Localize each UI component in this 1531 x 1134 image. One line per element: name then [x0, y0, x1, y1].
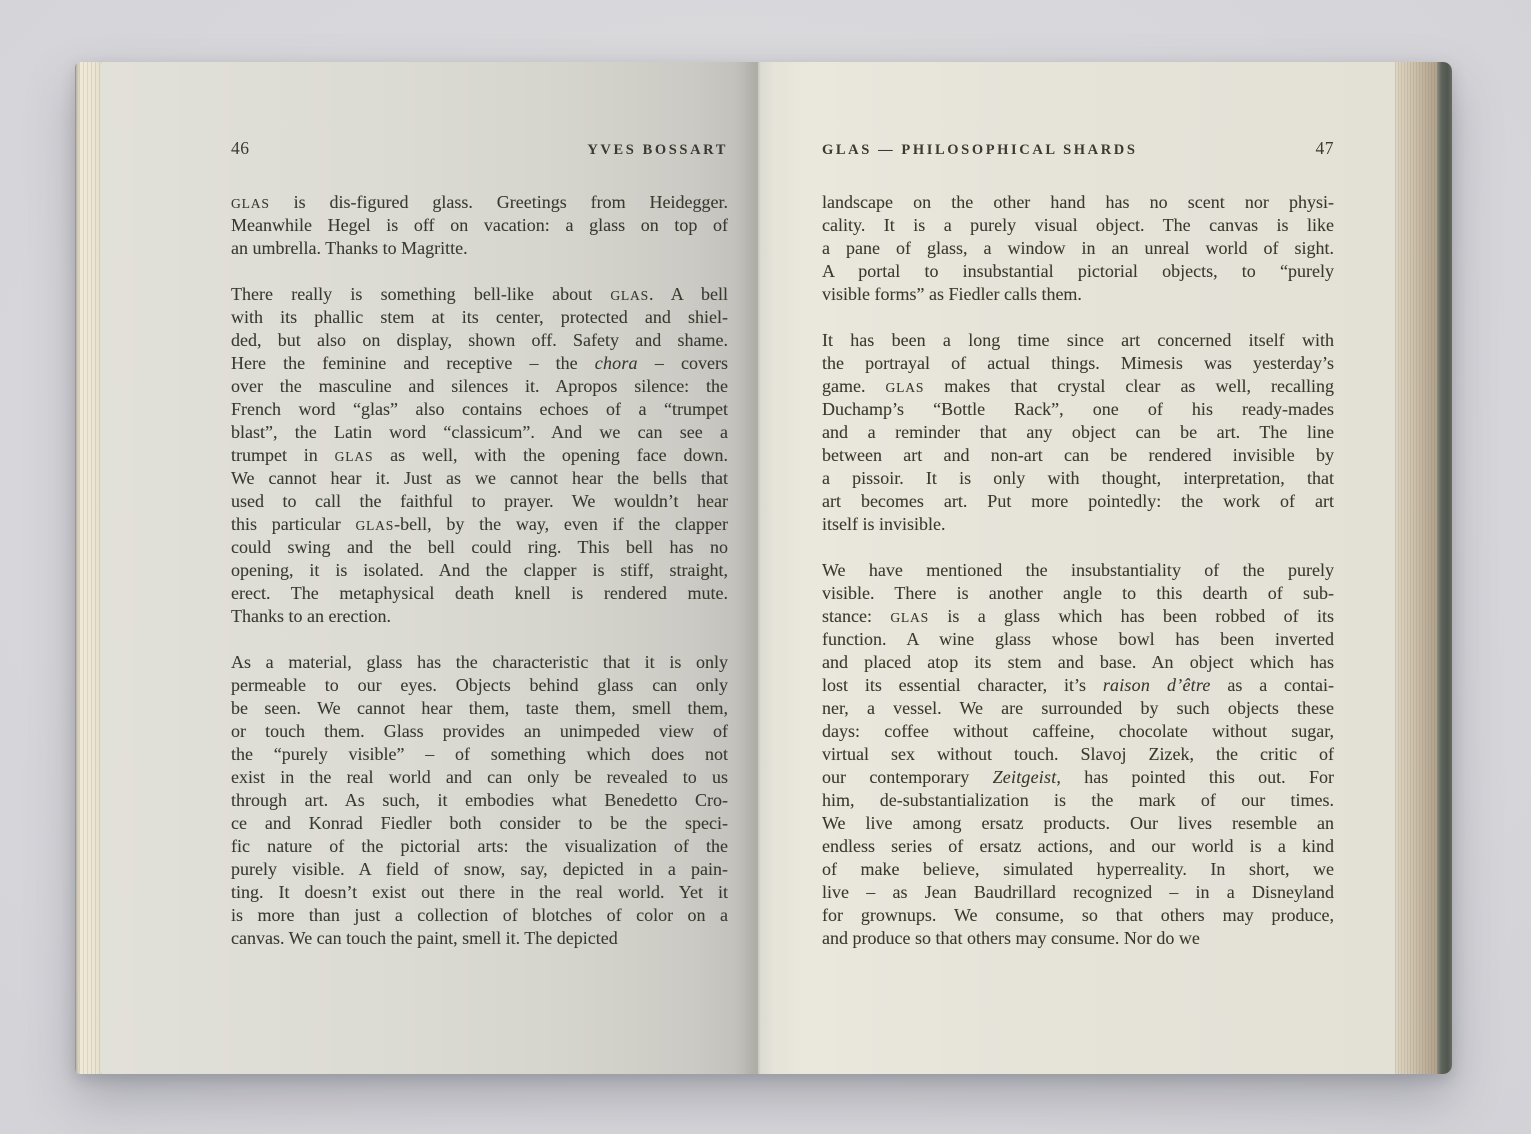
paragraph — [822, 191, 1334, 306]
text-line: fic nature of the pictorial arts: the visualization of the — [231, 836, 728, 856]
left-page-content — [231, 138, 728, 950]
text-line: erect. The metaphysical death knell is rendered mute. — [231, 583, 728, 603]
text-line: cality. It is a purely visual object. The canvas is like — [822, 215, 1334, 235]
text-line: landscape on the other hand has no scent nor physi- — [822, 192, 1334, 212]
left-page — [101, 62, 758, 1074]
text-line: virtual sex without touch. Slavoj Zizek, the critic of — [822, 744, 1334, 764]
text-line: for grownups. We consume, so that others may produce, — [822, 905, 1334, 925]
text-line: Meanwhile Hegel is off on vacation: a glass on top of — [231, 215, 728, 235]
text-line: French word “glas” also contains echoes of a “trumpet — [231, 399, 728, 419]
text-line: and placed atop its stem and base. An object which has — [822, 652, 1334, 672]
text-line: visible. There is another angle to this dearth of sub- — [822, 583, 1334, 603]
text-line: be seen. We cannot hear them, taste them, smell them, — [231, 698, 728, 718]
text-line: permeable to our eyes. Objects behind glass can only — [231, 675, 728, 695]
text-line: over the masculine and silences it. Apropos silence: the — [231, 376, 728, 396]
text-column-left — [231, 191, 728, 950]
text-line: could swing and the bell could ring. This bell has no — [231, 537, 728, 557]
text-line: Thanks to an erection. — [231, 606, 391, 626]
text-line: or touch them. Glass provides an unimpeded view of — [231, 721, 728, 741]
right-page-content — [822, 138, 1334, 950]
text-line: opening, it is isolated. And the clapper is stiff, straight, — [231, 560, 728, 580]
text-line: It has been a long time since art concerned itself with — [822, 330, 1334, 350]
text-line: ce and Konrad Fiedler both consider to be the speci- — [231, 813, 728, 833]
text-line: We cannot hear it. Just as we cannot hear the bells that — [231, 468, 728, 488]
text-line: the “purely visible” – of something which does not — [231, 744, 728, 764]
paragraph — [822, 559, 1334, 950]
text-line: purely visible. A field of snow, say, depicted in a pain- — [231, 859, 728, 879]
text-line: the portrayal of actual things. Mimesis was yesterday’s — [822, 353, 1334, 373]
right-page — [758, 62, 1395, 1074]
back-cover-edge — [1437, 62, 1452, 1074]
text-line: ting. It doesn’t exist out there in the real world. Yet it — [231, 882, 728, 902]
text-line: stance: GLAS is a glass which has been robbed of its — [822, 606, 1334, 626]
text-line: an umbrella. Thanks to Magritte. — [231, 238, 468, 258]
text-line: him, de-substantialization is the mark of our times. — [822, 790, 1334, 810]
text-line: There really is something bell-like about GLAS. A bell — [231, 284, 728, 304]
text-line: As a material, glass has the characteristic that it is only — [231, 652, 728, 672]
text-line: We have mentioned the insubstantiality of the purely — [822, 560, 1334, 580]
page-number-left: 46 — [231, 138, 250, 158]
text-line: a pane of glass, a window in an unreal world of sight. — [822, 238, 1334, 258]
text-line: Duchamp’s “Bottle Rack”, one of his ready-mades — [822, 399, 1334, 419]
text-line: game. GLAS makes that crystal clear as well, recalling — [822, 376, 1334, 396]
text-line: through art. As such, it embodies what Benedetto Cro- — [231, 790, 728, 810]
paragraph — [231, 191, 728, 260]
text-line: Here the feminine and receptive – the chora – covers — [231, 353, 728, 373]
book-spread — [75, 62, 1452, 1074]
paragraph — [822, 329, 1334, 536]
text-line: A portal to insubstantial pictorial objects, to “purely — [822, 261, 1334, 281]
page-number-right: 47 — [1315, 138, 1334, 158]
text-line: endless series of ersatz actions, and our world is a kind — [822, 836, 1334, 856]
page-header-left — [231, 138, 728, 158]
running-header-author: YVES BOSSART — [587, 142, 728, 158]
text-line: used to call the faithful to prayer. We wouldn’t hear — [231, 491, 728, 511]
text-line: visible forms” as Fiedler calls them. — [822, 284, 1082, 304]
text-line: ded, but also on display, shown off. Safety and shame. — [231, 330, 728, 350]
text-line: We live among ersatz products. Our lives resemble an — [822, 813, 1334, 833]
text-line: our contemporary Zeitgeist, has pointed this out. For — [822, 767, 1335, 787]
text-line: ner, a vessel. We are surrounded by such objects these — [822, 698, 1334, 718]
text-line: exist in the real world and can only be revealed to us — [231, 767, 728, 787]
text-line: is more than just a collection of blotches of color on a — [231, 905, 728, 925]
text-line: with its phallic stem at its center, protected and shiel- — [231, 307, 728, 327]
page-header-right — [822, 138, 1334, 158]
text-line: art becomes art. Put more pointedly: the work of art — [822, 491, 1334, 511]
text-column-right — [822, 191, 1334, 950]
text-line: between art and non-art can be rendered invisible by — [822, 445, 1334, 465]
text-line: GLAS is dis-figured glass. Greetings from Heidegger. — [231, 192, 728, 212]
text-line: itself is invisible. — [822, 514, 946, 534]
text-line: a pissoir. It is only with thought, interpretation, that — [822, 468, 1334, 488]
text-line: trumpet in GLAS as well, with the opening face down. — [231, 445, 728, 465]
paragraph — [231, 651, 728, 950]
text-line: canvas. We can touch the paint, smell it. The depicted — [231, 928, 618, 948]
page-edge-stack-left — [75, 62, 101, 1074]
fore-edge-pages — [1395, 62, 1437, 1074]
text-line: live – as Jean Baudrillard recognized – in a Disneyland — [822, 882, 1334, 902]
text-line: blast”, the Latin word “classicum”. And we can see a — [231, 422, 728, 442]
text-line: this particular GLAS-bell, by the way, even if the clapper — [231, 514, 728, 534]
text-line: lost its essential character, it’s raison d’être as a contai- — [822, 675, 1334, 695]
text-line: and produce so that others may consume. Nor do we — [822, 928, 1200, 948]
paragraph — [231, 283, 728, 628]
running-header-title: GLAS — PHILOSOPHICAL SHARDS — [822, 142, 1138, 158]
text-line: and a reminder that any object can be art. The line — [822, 422, 1334, 442]
text-line: days: coffee without caffeine, chocolate without sugar, — [822, 721, 1334, 741]
text-line: of make believe, simulated hyperreality. In short, we — [822, 859, 1334, 879]
text-line: function. A wine glass whose bowl has been inverted — [822, 629, 1334, 649]
